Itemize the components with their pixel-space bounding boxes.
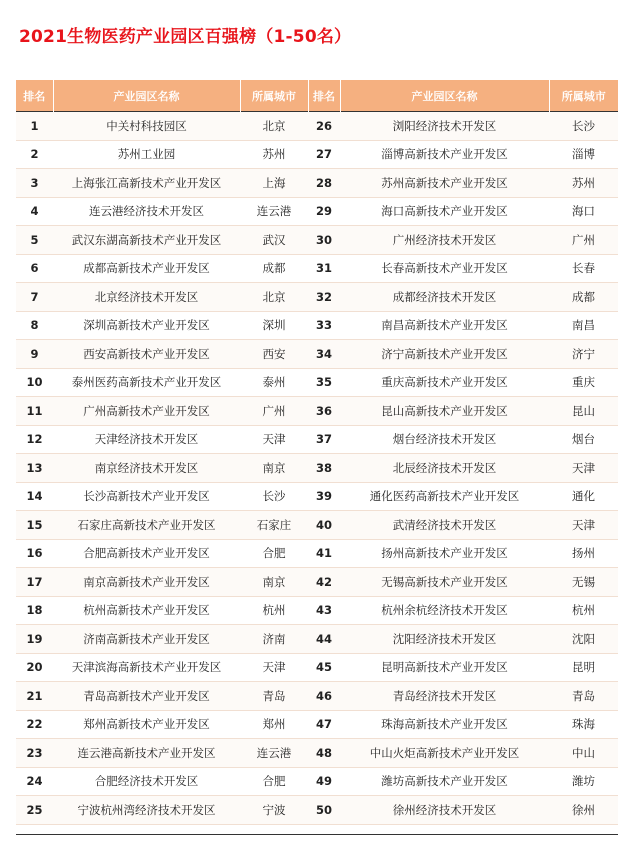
table-row xyxy=(16,254,618,283)
header-park-name: 产业园区名称 xyxy=(340,80,549,112)
table-row xyxy=(16,397,618,426)
table-row xyxy=(16,368,618,397)
park-name-cell: 烟台经济技术开发区 xyxy=(340,425,549,454)
rank-cell: 41 xyxy=(308,539,340,568)
city-cell: 天津 xyxy=(240,653,308,682)
table-row xyxy=(16,197,618,226)
city-cell: 石家庄 xyxy=(240,511,308,540)
rank-cell: 29 xyxy=(308,197,340,226)
park-name-cell: 连云港经济技术开发区 xyxy=(53,197,240,226)
table-row xyxy=(16,340,618,369)
table-row xyxy=(16,653,618,682)
city-cell: 西安 xyxy=(240,340,308,369)
rank-cell: 39 xyxy=(308,482,340,511)
city-cell: 南京 xyxy=(240,568,308,597)
rank-cell: 31 xyxy=(308,254,340,283)
city-cell: 青岛 xyxy=(549,682,618,711)
city-cell: 烟台 xyxy=(549,425,618,454)
city-cell: 海口 xyxy=(549,197,618,226)
rank-cell: 3 xyxy=(16,169,53,198)
rank-cell: 23 xyxy=(16,739,53,768)
table-row xyxy=(16,226,618,255)
city-cell: 深圳 xyxy=(240,311,308,340)
rank-cell: 32 xyxy=(308,283,340,312)
city-cell: 重庆 xyxy=(549,368,618,397)
park-name-cell: 南京经济技术开发区 xyxy=(53,454,240,483)
rank-cell: 9 xyxy=(16,340,53,369)
city-cell: 珠海 xyxy=(549,710,618,739)
rank-cell: 18 xyxy=(16,596,53,625)
rank-cell: 36 xyxy=(308,397,340,426)
rank-cell: 42 xyxy=(308,568,340,597)
rank-cell: 46 xyxy=(308,682,340,711)
city-cell: 淄博 xyxy=(549,140,618,169)
park-name-cell: 青岛经济技术开发区 xyxy=(340,682,549,711)
table-row xyxy=(16,511,618,540)
park-name-cell: 长沙高新技术产业开发区 xyxy=(53,482,240,511)
park-name-cell: 济南高新技术产业开发区 xyxy=(53,625,240,654)
ranking-table xyxy=(16,80,618,825)
park-name-cell: 沈阳经济技术开发区 xyxy=(340,625,549,654)
park-name-cell: 无锡高新技术产业开发区 xyxy=(340,568,549,597)
city-cell: 广州 xyxy=(240,397,308,426)
city-cell: 郑州 xyxy=(240,710,308,739)
city-cell: 中山 xyxy=(549,739,618,768)
city-cell: 北京 xyxy=(240,112,308,141)
city-cell: 长沙 xyxy=(240,482,308,511)
park-name-cell: 石家庄高新技术产业开发区 xyxy=(53,511,240,540)
city-cell: 连云港 xyxy=(240,197,308,226)
table-row xyxy=(16,710,618,739)
rank-cell: 8 xyxy=(16,311,53,340)
table-row xyxy=(16,767,618,796)
table-row xyxy=(16,625,618,654)
city-cell: 昆明 xyxy=(549,653,618,682)
park-name-cell: 海口高新技术产业开发区 xyxy=(340,197,549,226)
rank-cell: 40 xyxy=(308,511,340,540)
park-name-cell: 成都高新技术产业开发区 xyxy=(53,254,240,283)
table-row xyxy=(16,482,618,511)
city-cell: 昆山 xyxy=(549,397,618,426)
table-row xyxy=(16,539,618,568)
city-cell: 长春 xyxy=(549,254,618,283)
table-row xyxy=(16,568,618,597)
city-cell: 上海 xyxy=(240,169,308,198)
park-name-cell: 珠海高新技术产业开发区 xyxy=(340,710,549,739)
city-cell: 杭州 xyxy=(549,596,618,625)
header-city: 所属城市 xyxy=(240,80,308,112)
park-name-cell: 昆山高新技术产业开发区 xyxy=(340,397,549,426)
rank-cell: 47 xyxy=(308,710,340,739)
rank-cell: 14 xyxy=(16,482,53,511)
park-name-cell: 郑州高新技术产业开发区 xyxy=(53,710,240,739)
park-name-cell: 苏州高新技术产业开发区 xyxy=(340,169,549,198)
park-name-cell: 天津滨海高新技术产业开发区 xyxy=(53,653,240,682)
park-name-cell: 北京经济技术开发区 xyxy=(53,283,240,312)
rank-cell: 28 xyxy=(308,169,340,198)
park-name-cell: 广州经济技术开发区 xyxy=(340,226,549,255)
city-cell: 武汉 xyxy=(240,226,308,255)
rank-cell: 49 xyxy=(308,767,340,796)
city-cell: 杭州 xyxy=(240,596,308,625)
city-cell: 天津 xyxy=(240,425,308,454)
park-name-cell: 杭州高新技术产业开发区 xyxy=(53,596,240,625)
city-cell: 苏州 xyxy=(549,169,618,198)
city-cell: 通化 xyxy=(549,482,618,511)
table-row xyxy=(16,796,618,825)
park-name-cell: 杭州余杭经济技术开发区 xyxy=(340,596,549,625)
park-name-cell: 宁波杭州湾经济技术开发区 xyxy=(53,796,240,825)
rank-cell: 7 xyxy=(16,283,53,312)
header-rank: 排名 xyxy=(308,80,340,112)
city-cell: 天津 xyxy=(549,511,618,540)
park-name-cell: 武汉东湖高新技术产业开发区 xyxy=(53,226,240,255)
rank-cell: 27 xyxy=(308,140,340,169)
page-title: 2021生物医药产业园区百强榜（1-50名） xyxy=(19,27,352,47)
header-park-name: 产业园区名称 xyxy=(53,80,240,112)
park-name-cell: 南京高新技术产业开发区 xyxy=(53,568,240,597)
rank-cell: 2 xyxy=(16,140,53,169)
park-name-cell: 成都经济技术开发区 xyxy=(340,283,549,312)
park-name-cell: 重庆高新技术产业开发区 xyxy=(340,368,549,397)
park-name-cell: 泰州医药高新技术产业开发区 xyxy=(53,368,240,397)
rank-cell: 17 xyxy=(16,568,53,597)
park-name-cell: 中山火炬高新技术产业开发区 xyxy=(340,739,549,768)
park-name-cell: 上海张江高新技术产业开发区 xyxy=(53,169,240,198)
table-row xyxy=(16,311,618,340)
rank-cell: 34 xyxy=(308,340,340,369)
table-row xyxy=(16,140,618,169)
rank-cell: 25 xyxy=(16,796,53,825)
rank-cell: 13 xyxy=(16,454,53,483)
city-cell: 成都 xyxy=(549,283,618,312)
table-body xyxy=(16,112,618,825)
city-cell: 南京 xyxy=(240,454,308,483)
city-cell: 扬州 xyxy=(549,539,618,568)
park-name-cell: 中关村科技园区 xyxy=(53,112,240,141)
rank-cell: 5 xyxy=(16,226,53,255)
city-cell: 泰州 xyxy=(240,368,308,397)
rank-cell: 16 xyxy=(16,539,53,568)
rank-cell: 20 xyxy=(16,653,53,682)
table-row xyxy=(16,112,618,141)
city-cell: 长沙 xyxy=(549,112,618,141)
rank-cell: 43 xyxy=(308,596,340,625)
rank-cell: 26 xyxy=(308,112,340,141)
city-cell: 北京 xyxy=(240,283,308,312)
rank-cell: 21 xyxy=(16,682,53,711)
city-cell: 青岛 xyxy=(240,682,308,711)
table-row xyxy=(16,682,618,711)
rank-cell: 22 xyxy=(16,710,53,739)
rank-cell: 15 xyxy=(16,511,53,540)
rank-cell: 19 xyxy=(16,625,53,654)
rank-cell: 33 xyxy=(308,311,340,340)
rank-cell: 50 xyxy=(308,796,340,825)
park-name-cell: 淄博高新技术产业开发区 xyxy=(340,140,549,169)
header-city: 所属城市 xyxy=(549,80,618,112)
park-name-cell: 扬州高新技术产业开发区 xyxy=(340,539,549,568)
city-cell: 徐州 xyxy=(549,796,618,825)
rank-cell: 30 xyxy=(308,226,340,255)
park-name-cell: 徐州经济技术开发区 xyxy=(340,796,549,825)
city-cell: 南昌 xyxy=(549,311,618,340)
table-header-row xyxy=(16,80,618,112)
city-cell: 苏州 xyxy=(240,140,308,169)
city-cell: 天津 xyxy=(549,454,618,483)
park-name-cell: 通化医药高新技术产业开发区 xyxy=(340,482,549,511)
park-name-cell: 深圳高新技术产业开发区 xyxy=(53,311,240,340)
city-cell: 宁波 xyxy=(240,796,308,825)
rank-cell: 1 xyxy=(16,112,53,141)
city-cell: 无锡 xyxy=(549,568,618,597)
city-cell: 合肥 xyxy=(240,539,308,568)
city-cell: 连云港 xyxy=(240,739,308,768)
park-name-cell: 潍坊高新技术产业开发区 xyxy=(340,767,549,796)
park-name-cell: 合肥经济技术开发区 xyxy=(53,767,240,796)
rank-cell: 37 xyxy=(308,425,340,454)
city-cell: 济南 xyxy=(240,625,308,654)
rank-cell: 38 xyxy=(308,454,340,483)
park-name-cell: 合肥高新技术产业开发区 xyxy=(53,539,240,568)
park-name-cell: 天津经济技术开发区 xyxy=(53,425,240,454)
table-row xyxy=(16,739,618,768)
table-row xyxy=(16,283,618,312)
table-row xyxy=(16,454,618,483)
rank-cell: 11 xyxy=(16,397,53,426)
rank-cell: 44 xyxy=(308,625,340,654)
park-name-cell: 北辰经济技术开发区 xyxy=(340,454,549,483)
park-name-cell: 武清经济技术开发区 xyxy=(340,511,549,540)
city-cell: 济宁 xyxy=(549,340,618,369)
city-cell: 成都 xyxy=(240,254,308,283)
rank-cell: 35 xyxy=(308,368,340,397)
rank-cell: 48 xyxy=(308,739,340,768)
table-bottom-rule xyxy=(16,834,618,835)
city-cell: 合肥 xyxy=(240,767,308,796)
rank-cell: 45 xyxy=(308,653,340,682)
park-name-cell: 济宁高新技术产业开发区 xyxy=(340,340,549,369)
park-name-cell: 浏阳经济技术开发区 xyxy=(340,112,549,141)
park-name-cell: 苏州工业园 xyxy=(53,140,240,169)
park-name-cell: 西安高新技术产业开发区 xyxy=(53,340,240,369)
park-name-cell: 广州高新技术产业开发区 xyxy=(53,397,240,426)
table-row xyxy=(16,425,618,454)
rank-cell: 12 xyxy=(16,425,53,454)
park-name-cell: 南昌高新技术产业开发区 xyxy=(340,311,549,340)
city-cell: 潍坊 xyxy=(549,767,618,796)
park-name-cell: 连云港高新技术产业开发区 xyxy=(53,739,240,768)
park-name-cell: 长春高新技术产业开发区 xyxy=(340,254,549,283)
rank-cell: 24 xyxy=(16,767,53,796)
city-cell: 广州 xyxy=(549,226,618,255)
city-cell: 沈阳 xyxy=(549,625,618,654)
park-name-cell: 昆明高新技术产业开发区 xyxy=(340,653,549,682)
header-rank: 排名 xyxy=(16,80,53,112)
table-row xyxy=(16,169,618,198)
rank-cell: 10 xyxy=(16,368,53,397)
rank-cell: 4 xyxy=(16,197,53,226)
park-name-cell: 青岛高新技术产业开发区 xyxy=(53,682,240,711)
table-row xyxy=(16,596,618,625)
rank-cell: 6 xyxy=(16,254,53,283)
